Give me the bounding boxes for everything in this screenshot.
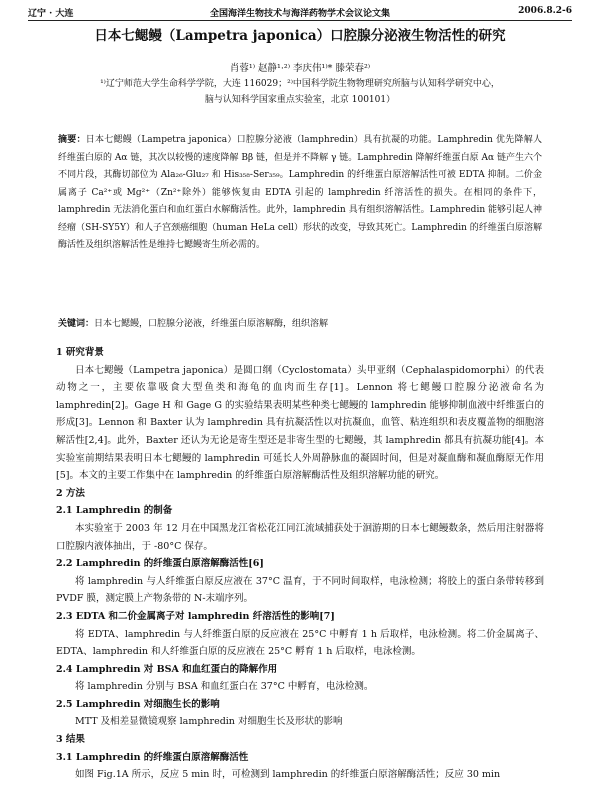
abstract — [58, 132, 542, 255]
paper-body — [56, 344, 544, 784]
subsection-heading: 2.2 Lamphredin 的纤维蛋白原溶解酶活性[6] — [56, 558, 264, 570]
paper-title: 日本七鳃鳗（Lampetra japonica）口腔腺分泌液生物活性的研究 — [94, 28, 506, 44]
paragraph: 将 EDTA、lamphredin 与人纤维蛋白原的反应液在 25°C 中孵育 1 h 后取样，电泳检测。将二价金属离子、EDTA、lamphredin 和人纤维蛋白原的反应液在 25°C 孵育 1 h 后取样，电泳检测。 — [56, 628, 544, 658]
header-proceedings: 全国海洋生物技术与海洋药物学术会议论文集 — [209, 9, 390, 19]
subsection-heading: 2.3 EDTA 和二价金属离子对 lamphredin 纤溶活性的影响[7] — [56, 610, 335, 622]
paragraph: 日本七鳃鳗（Lampetra japonica）是圆口纲（Cyclostomata）头甲亚纲（Cephalaspidomorphi）的代表动物之一，主要依靠吸食大型鱼类和海龟的血肉而生存[1]。Lennon 将七鳃鳗口腔腺分泌液命名为 lamphredin[2]。Gage H 和 Gage G 的实验结果表明某些种类七鳃鳗的 lamphredin 能够抑制血液中纤维蛋白的形成[3]。Lennon 和 Baxter 认为 lamphredin 具有抗凝活性以对抗凝血，血管、粘连组织和表皮覆盖物的细胞溶解活性[2,4]。此外，Baxter 还认为无论是寄生型还是非寄生型的七鳃鳗，其 lamphredin 都具有抗凝功能[4]。本实验室前期结果表明日本七鳃鳗的 lamphredin 可延长人外周静脉血的凝固时间，但是对凝血酶和凝血酶原无作用[5]。本文的主要工作集中在 lamphredin 的纤维蛋白原溶解酶活性及组织溶解功能的研究。 — [56, 364, 544, 482]
section-heading: 3 结果 — [56, 734, 85, 746]
paragraph: 如图 Fig.1A 所示，反应 5 min 时，可检测到 lamphredin 的纤维蛋白原溶解酶活性；反应 30 min — [75, 769, 501, 781]
affiliations — [40, 76, 560, 108]
header-date: 2006.8.2-6 — [518, 6, 572, 16]
keywords-label: 关键词： — [58, 319, 95, 329]
subsection-heading: 2.5 Lamphredin 对细胞生长的影响 — [56, 698, 220, 710]
subsection-heading: 3.1 Lamphredin 的纤维蛋白原溶解酶活性 — [56, 751, 249, 763]
paragraph: 将 lamphredin 与人纤维蛋白原反应液在 37°C 温育，于不同时间取样，电泳检测；将胶上的蛋白条带转移到 PVDF 膜，测定膜上产物条带的 N-末端序列。 — [56, 575, 544, 605]
header-location: 辽宁 · 大连 — [28, 9, 74, 19]
subsection-heading: 2.1 Lamphredin 的制备 — [56, 505, 173, 517]
section-heading: 2 方法 — [56, 487, 85, 499]
header-rule — [28, 20, 572, 21]
abstract-label: 摘要： — [58, 135, 86, 145]
keywords — [58, 316, 542, 332]
paragraph: 将 lamphredin 分别与 BSA 和血红蛋白在 37°C 中孵育，电泳检测。 — [75, 681, 374, 693]
paragraph: 本实验室于 2003 年 12 月在中国黑龙江省松花江同江流域捕获处于洄游期的日本七鳃鳗数条，然后用注射器将口腔腺内液体抽出，于 -80°C 保存。 — [56, 522, 544, 552]
running-header — [28, 6, 572, 20]
affiliation-line: ¹⁾辽宁师范大学生命科学学院，大连 116029；²⁾中国科学院生物物理研究所脑与认知科学研究中心， — [100, 79, 500, 89]
author-list: 肖蓉¹⁾ 赵静¹·²⁾ 李庆伟¹⁾* 滕荣春²⁾ — [229, 63, 371, 74]
paragraph: MTT 及相差显微镜观察 lamphredin 对细胞生长及形状的影响 — [75, 716, 343, 728]
affiliation-line: 脑与认知科学国家重点实验室，北京 100101） — [204, 95, 396, 105]
section-heading: 1 研究背景 — [56, 347, 104, 358]
keywords-text: 日本七鳃鳗，口腔腺分泌液，纤维蛋白原溶解酶，组织溶解 — [94, 319, 329, 329]
abstract-text: 日本七鳃鳗（Lampetra japonica）口腔腺分泌液（lamphredin）具有抗凝的功能。Lamphredin 优先降解人纤维蛋白原的 Aα 链，其次以较慢的速度降解 Bβ 链，但是并不降解 γ 链。Lamphredin 降解纤维蛋白原 Aα 链产生六个不同片段，其酶切部位为 Ala₂₆-Glu₂₇ 和 His₃₅₈-Ser₃₅₉。Lamphredin 的纤维蛋白原溶解活性可被 EDTA 抑制。二价金属离子 Ca²⁺或 Mg²⁺（Zn²⁺除外）能够恢复由 EDTA 引起的 lamphredin 纤溶活性的损失。在相同的条件下，lamphredin 无法消化蛋白和血红蛋白水解酶活性。此外，lamphredin 具有组织溶解活性。Lamphredin 能够引起人神经瘤（SH-SY5Y）和人子宫颈癌细胞（human HeLa cell）形状的改变，导致其死亡。Lamphredin 的纤维蛋白原溶解酶活性及组织溶解活性是维持七鳃鳗寄生所必需的。 — [58, 135, 542, 250]
subsection-heading: 2.4 Lamphredin 对 BSA 和血红蛋白的降解作用 — [56, 663, 278, 675]
